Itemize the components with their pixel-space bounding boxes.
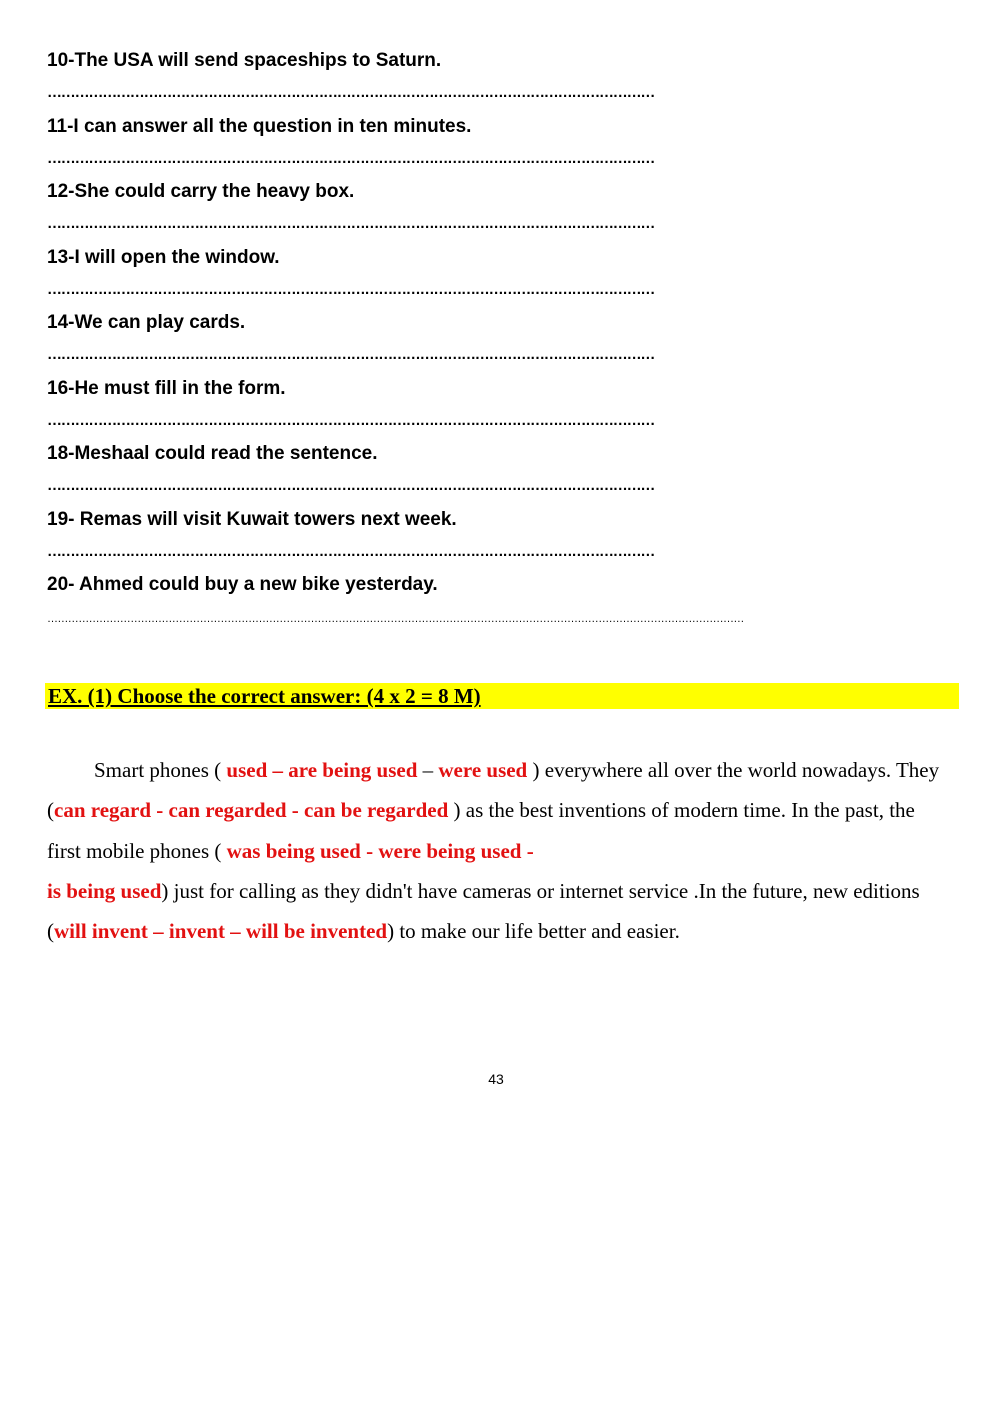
answer-options: will invent – invent – will be invented [54, 919, 388, 944]
answer-options: is being used [47, 878, 162, 903]
list-item [47, 377, 807, 430]
list-item [47, 115, 807, 168]
list-item [47, 442, 807, 495]
sentence-text: 16-He must fill in the form. [47, 378, 286, 399]
sentence-text: 12-She could carry the heavy box. [47, 181, 355, 202]
sentence-text: 19- Remas will visit Kuwait towers next week. [47, 509, 457, 530]
answer-blank: …………………………………………………………………………………………………………………… [47, 84, 655, 101]
sentence-text: 14-We can play cards. [47, 312, 246, 333]
list-item [47, 180, 807, 233]
exercise-passage [47, 750, 947, 951]
passage-text: ) just for calling as they didn't have cameras or internet service .In the future, new editions ( [47, 878, 920, 944]
answer-options: was being used - were being used - [226, 838, 534, 863]
answer-blank: …………………………………………………………………………………………………………………… [47, 281, 655, 298]
passage-text: Smart phones ( [94, 758, 227, 782]
answer-options: can regard - can regarded - can be regarded [54, 798, 449, 823]
answer-blank: ………………………………………………………………………………………………………………………………………………………………………………… [47, 613, 744, 625]
answer-blank: …………………………………………………………………………………………………………………… [47, 543, 655, 560]
answer-blank: …………………………………………………………………………………………………………………… [47, 150, 655, 167]
sentence-text: 10-The USA will send spaceships to Saturn. [47, 50, 442, 71]
answer-blank: …………………………………………………………………………………………………………………… [47, 477, 655, 494]
sentence-text: 18-Meshaal could read the sentence. [47, 443, 378, 464]
sentence-text: 20- Ahmed could buy a new bike yesterday. [47, 574, 438, 595]
answer-options: used – are being used [226, 758, 418, 782]
list-item [47, 508, 807, 561]
answer-blank: …………………………………………………………………………………………………………………… [47, 346, 655, 363]
sentence-text: 13-I will open the window. [47, 247, 280, 268]
answer-blank: …………………………………………………………………………………………………………………… [47, 215, 655, 232]
list-item [47, 311, 807, 364]
sentence-text: 11-I can answer all the question in ten minutes. [47, 116, 472, 137]
passage-text: ) as the best inventions of modern time. In the past, the first mobile phones ( [47, 798, 915, 863]
list-item [47, 246, 807, 299]
answer-blank: …………………………………………………………………………………………………………………… [47, 412, 655, 429]
passage-text: ) everywhere all over the world nowadays. They ( [47, 758, 940, 823]
list-item [47, 573, 807, 628]
page-number: 43 [488, 1071, 504, 1087]
passage-text: ) to make our life better and easier. [387, 919, 680, 944]
exercise-heading: EX. (1) Choose the correct answer: (4 x 2 = 8 M) [48, 684, 481, 708]
answer-options: were used [438, 758, 528, 782]
passage-text: – [417, 758, 439, 782]
list-item [47, 49, 807, 102]
